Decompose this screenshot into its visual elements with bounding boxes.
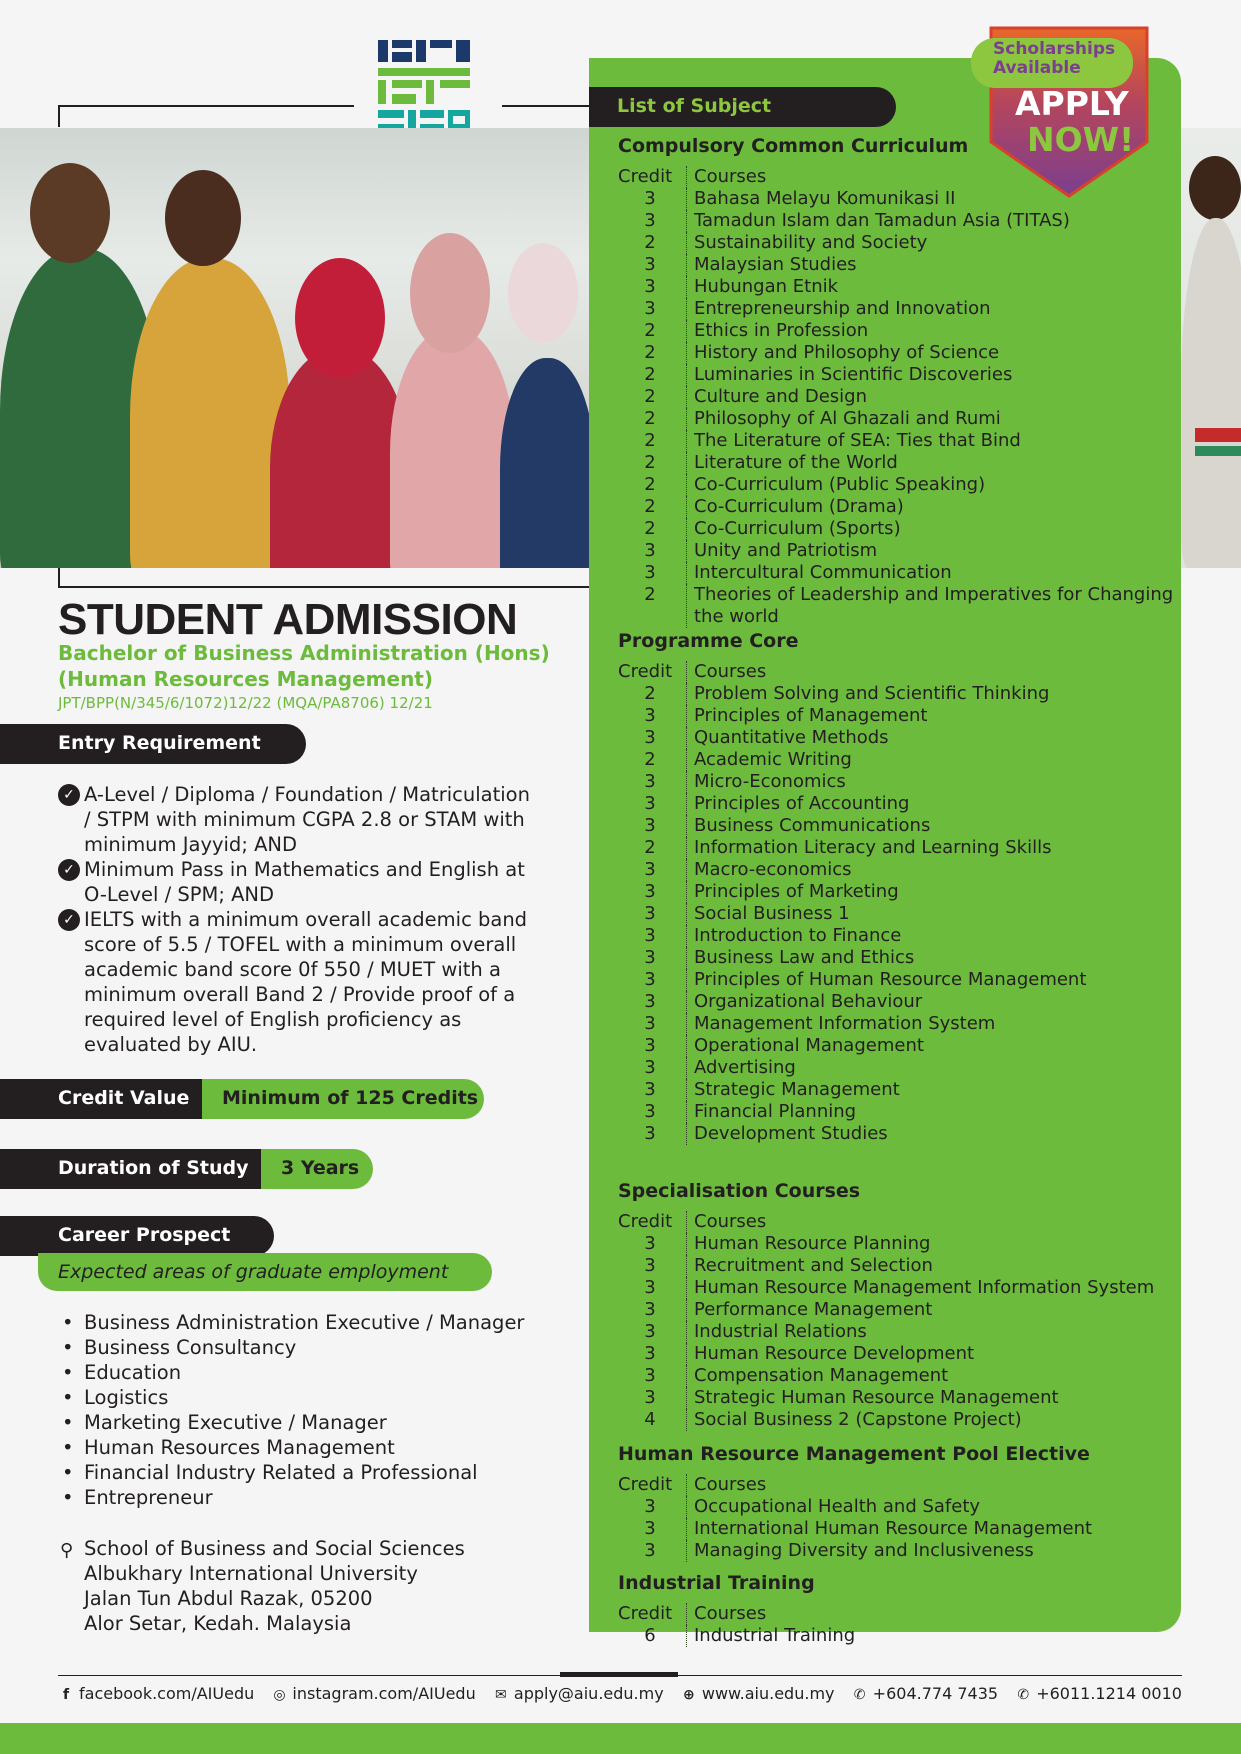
course-cell: Quantitative Methods <box>686 727 1178 749</box>
table-row <box>618 727 1178 749</box>
course-cell: Sustainability and Society <box>686 232 1178 254</box>
list-item: • Entrepreneur <box>62 1485 524 1510</box>
instagram-icon: ◎ <box>273 1687 286 1703</box>
table-row <box>618 771 1178 793</box>
header-rule-left <box>58 105 354 107</box>
table-row <box>618 452 1178 474</box>
credit-cell: 3 <box>644 727 656 748</box>
credit-cell: 3 <box>644 1540 656 1561</box>
credit-cell: 2 <box>644 496 656 517</box>
credit-cell: 3 <box>644 859 656 880</box>
credit-cell: 2 <box>644 342 656 363</box>
course-cell: Managing Diversity and Inclusiveness <box>686 1540 1178 1562</box>
credit-cell: 3 <box>644 815 656 836</box>
course-cell: Principles of Accounting <box>686 793 1178 815</box>
table-row <box>618 276 1178 298</box>
course-cell: Social Business 1 <box>686 903 1178 925</box>
subject-table <box>618 1474 1178 1562</box>
course-cell: Industrial Training <box>686 1625 1178 1647</box>
course-cell: Culture and Design <box>686 386 1178 408</box>
credit-cell: 6 <box>644 1625 656 1646</box>
table-row <box>618 1321 1178 1343</box>
credit-cell: 3 <box>644 1518 656 1539</box>
course-cell: Luminaries in Scientific Discoveries <box>686 364 1178 386</box>
course-cell: Management Information System <box>686 1013 1178 1035</box>
course-cell: Advertising <box>686 1057 1178 1079</box>
course-cell: Co-Curriculum (Public Speaking) <box>686 474 1178 496</box>
course-cell: Compensation Management <box>686 1365 1178 1387</box>
credit-cell: 3 <box>644 1255 656 1276</box>
credit-cell: 3 <box>644 881 656 902</box>
credit-cell: 2 <box>644 364 656 385</box>
table-row <box>618 1013 1178 1035</box>
subject-section-title: Industrial Training <box>618 1572 815 1594</box>
credit-cell: 2 <box>644 584 656 605</box>
course-cell: Human Resource Development <box>686 1343 1178 1365</box>
credit-cell: 3 <box>644 1013 656 1034</box>
requirement-item: ✓ IELTS with a minimum overall academic band score of 5.5 / TOFEL with a minimum overall academic band score 0f 550 / MUET with a minimum overall Band 2 / Provide proof of a required level of English proficiency as evaluated by AIU. <box>58 907 538 1057</box>
email-link[interactable]: ✉ apply@aiu.edu.my <box>493 1684 664 1703</box>
course-cell: Development Studies <box>686 1123 1178 1145</box>
list-item: • Financial Industry Related a Professional <box>62 1460 524 1485</box>
photo-bottom-rule <box>58 586 590 588</box>
career-prospect-tab: Career Prospect <box>0 1216 274 1256</box>
table-row <box>618 540 1178 562</box>
credit-cell: 3 <box>644 562 656 583</box>
photo-bottom-tick <box>58 568 60 588</box>
website-link[interactable]: ⊕ www.aiu.edu.my <box>681 1684 835 1703</box>
duration-tab: Duration of Study <box>0 1149 290 1189</box>
entry-requirement-tab: Entry Requirement <box>0 724 306 764</box>
table-row <box>618 1233 1178 1255</box>
credit-cell: 3 <box>644 1277 656 1298</box>
credit-cell: 2 <box>644 408 656 429</box>
course-cell: The Literature of SEA: Ties that Bind <box>686 430 1178 452</box>
credit-cell: 3 <box>644 771 656 792</box>
subject-table <box>618 661 1178 1145</box>
course-cell: Organizational Behaviour <box>686 991 1178 1013</box>
instagram-link[interactable]: ◎ instagram.com/AIUedu <box>273 1684 476 1703</box>
table-row <box>618 298 1178 320</box>
credit-cell: 3 <box>644 991 656 1012</box>
credit-cell: 3 <box>644 947 656 968</box>
career-list <box>62 1310 524 1510</box>
facebook-icon: f <box>62 1687 70 1703</box>
credit-cell: 3 <box>644 1123 656 1144</box>
table-row <box>618 705 1178 727</box>
subject-section-title: Specialisation Courses <box>618 1180 861 1202</box>
credit-cell: 3 <box>644 705 656 726</box>
courses-header: Courses <box>686 1603 1178 1625</box>
course-cell: Co-Curriculum (Drama) <box>686 496 1178 518</box>
table-row <box>618 518 1178 540</box>
list-item: • Human Resources Management <box>62 1435 524 1460</box>
table-row <box>618 837 1178 859</box>
course-cell: Principles of Management <box>686 705 1178 727</box>
requirement-item: ✓ Minimum Pass in Mathematics and English at O-Level / SPM; AND <box>58 857 538 907</box>
course-cell: History and Philosophy of Science <box>686 342 1178 364</box>
table-row <box>618 815 1178 837</box>
location-pin-icon: ⚲ <box>60 1540 74 1561</box>
subject-table <box>618 1211 1178 1431</box>
subject-table <box>618 1603 1178 1647</box>
subject-section-title: Programme Core <box>618 630 799 652</box>
table-row <box>618 1079 1178 1101</box>
course-cell: Performance Management <box>686 1299 1178 1321</box>
credit-cell: 2 <box>644 474 656 495</box>
course-cell: Philosophy of Al Ghazali and Rumi <box>686 408 1178 430</box>
course-cell: Human Resource Planning <box>686 1233 1178 1255</box>
table-row <box>618 1409 1178 1431</box>
course-cell: Ethics in Profession <box>686 320 1178 342</box>
table-row <box>618 1496 1178 1518</box>
course-cell: Intercultural Communication <box>686 562 1178 584</box>
table-row <box>618 947 1178 969</box>
credit-cell: 3 <box>644 1387 656 1408</box>
table-row <box>618 232 1178 254</box>
credit-cell: 3 <box>644 298 656 319</box>
check-circle-icon: ✓ <box>58 859 80 881</box>
table-header <box>618 1603 1178 1625</box>
credit-cell: 3 <box>644 903 656 924</box>
credit-cell: 3 <box>644 1035 656 1056</box>
list-item: • Logistics <box>62 1385 524 1410</box>
page-title: STUDENT ADMISSION <box>58 595 518 644</box>
table-row <box>618 1035 1178 1057</box>
expected-employment-pill: Expected areas of graduate employment <box>38 1253 492 1291</box>
whatsapp-link[interactable]: ✆ +6011.1214 0010 <box>1015 1684 1182 1703</box>
credit-cell: 2 <box>644 430 656 451</box>
credit-cell: 2 <box>644 386 656 407</box>
table-header <box>618 1474 1178 1496</box>
table-row <box>618 793 1178 815</box>
check-circle-icon: ✓ <box>58 784 80 806</box>
course-cell: Micro-Economics <box>686 771 1178 793</box>
credit-cell: 3 <box>644 188 656 209</box>
course-cell: International Human Resource Management <box>686 1518 1178 1540</box>
course-cell: Operational Management <box>686 1035 1178 1057</box>
subject-table <box>618 166 1178 628</box>
table-row <box>618 1343 1178 1365</box>
credit-cell: 3 <box>644 1365 656 1386</box>
course-cell: Strategic Management <box>686 1079 1178 1101</box>
phone-link[interactable]: ✆ +604.774 7435 <box>852 1684 998 1703</box>
credit-cell: 3 <box>644 1233 656 1254</box>
list-of-subject-tab: List of Subject <box>589 87 896 127</box>
credit-cell: 3 <box>644 969 656 990</box>
course-cell: Introduction to Finance <box>686 925 1178 947</box>
subject-section-title: Human Resource Management Pool Elective <box>618 1443 1090 1465</box>
table-header <box>618 661 1178 683</box>
facebook-link[interactable]: f facebook.com/AIUedu <box>58 1684 254 1703</box>
course-cell: Business Law and Ethics <box>686 947 1178 969</box>
table-row <box>618 1123 1178 1145</box>
table-row <box>618 881 1178 903</box>
table-row <box>618 969 1178 991</box>
header-rule-right <box>502 105 590 107</box>
courses-header: Courses <box>686 166 1178 188</box>
programme-name: Bachelor of Business Administration (Hons) (Human Resources Management) <box>58 641 550 691</box>
apply-now-badge[interactable] <box>985 22 1153 200</box>
table-row <box>618 903 1178 925</box>
course-cell: Macro-economics <box>686 859 1178 881</box>
course-cell: Theories of Leadership and Imperatives for Changing the world <box>686 584 1178 628</box>
course-cell: Recruitment and Selection <box>686 1255 1178 1277</box>
course-cell: Industrial Relations <box>686 1321 1178 1343</box>
course-cell: Principles of Human Resource Management <box>686 969 1178 991</box>
list-item: • Business Administration Executive / Manager <box>62 1310 524 1335</box>
footer-contacts <box>58 1684 1182 1703</box>
credit-cell: 3 <box>644 925 656 946</box>
table-row <box>618 320 1178 342</box>
phone-icon: ✆ <box>853 1687 866 1703</box>
list-item: • Business Consultancy <box>62 1335 524 1360</box>
table-row <box>618 991 1178 1013</box>
credit-header: Credit <box>618 661 673 682</box>
list-item: • Marketing Executive / Manager <box>62 1410 524 1435</box>
requirement-item: ✓ A-Level / Diploma / Foundation / Matriculation / STPM with minimum CGPA 2.8 or STAM with minimum Jayyid; AND <box>58 782 538 857</box>
credit-cell: 2 <box>644 837 656 858</box>
course-cell: Occupational Health and Safety <box>686 1496 1178 1518</box>
table-row <box>618 342 1178 364</box>
courses-header: Courses <box>686 1211 1178 1233</box>
badge-now: NOW! <box>1027 120 1135 159</box>
table-row <box>618 683 1178 705</box>
footer-rule-accent <box>560 1672 678 1677</box>
credit-cell: 3 <box>644 793 656 814</box>
table-row <box>618 1387 1178 1409</box>
duration-pill: 3 Years <box>261 1149 373 1189</box>
credit-header: Credit <box>618 1211 673 1232</box>
credit-cell: 2 <box>644 683 656 704</box>
credit-cell: 2 <box>644 320 656 341</box>
course-cell: Academic Writing <box>686 749 1178 771</box>
courses-header: Courses <box>686 1474 1178 1496</box>
table-row <box>618 562 1178 584</box>
whatsapp-icon: ✆ <box>1017 1687 1030 1703</box>
course-cell: Human Resource Management Information System <box>686 1277 1178 1299</box>
course-cell: Unity and Patriotism <box>686 540 1178 562</box>
course-cell: Social Business 2 (Capstone Project) <box>686 1409 1178 1431</box>
credit-cell: 3 <box>644 1496 656 1517</box>
header-rule-left-tick <box>58 105 60 127</box>
table-row <box>618 254 1178 276</box>
course-cell: Literature of the World <box>686 452 1178 474</box>
table-row <box>618 1277 1178 1299</box>
credit-cell: 3 <box>644 254 656 275</box>
students-photo <box>0 128 590 568</box>
credit-cell: 3 <box>644 276 656 297</box>
credit-cell: 3 <box>644 1343 656 1364</box>
credit-value-pill: Minimum of 125 Credits <box>202 1079 484 1119</box>
credit-header: Credit <box>618 1474 673 1495</box>
credit-value-tab: Credit Value <box>0 1079 240 1119</box>
accreditation-code: JPT/BPP(N/345/6/1072)12/22 (MQA/PA8706) 12/21 <box>58 694 433 712</box>
badge-apply: APPLY <box>1015 84 1129 123</box>
credit-cell: 3 <box>644 1101 656 1122</box>
table-row <box>618 584 1178 628</box>
credit-cell: 3 <box>644 540 656 561</box>
table-row <box>618 1101 1178 1123</box>
credit-cell: 3 <box>644 1057 656 1078</box>
courses-header: Courses <box>686 661 1178 683</box>
credit-header: Credit <box>618 166 673 187</box>
student-photo-right <box>1181 128 1241 568</box>
credit-cell: 3 <box>644 1321 656 1342</box>
table-row <box>618 749 1178 771</box>
course-cell: Malaysian Studies <box>686 254 1178 276</box>
table-row <box>618 1057 1178 1079</box>
course-cell: Principles of Marketing <box>686 881 1178 903</box>
course-cell: Strategic Human Resource Management <box>686 1387 1178 1409</box>
mail-icon: ✉ <box>495 1687 507 1703</box>
credit-cell: 2 <box>644 452 656 473</box>
course-cell: Problem Solving and Scientific Thinking <box>686 683 1178 705</box>
table-row <box>618 210 1178 232</box>
course-cell: Bahasa Melayu Komunikasi II <box>686 188 1178 210</box>
table-row <box>618 1518 1178 1540</box>
table-row <box>618 364 1178 386</box>
credit-cell: 2 <box>644 749 656 770</box>
table-row <box>618 859 1178 881</box>
credit-header: Credit <box>618 1603 673 1624</box>
table-row <box>618 1365 1178 1387</box>
course-cell: Entrepreneurship and Innovation <box>686 298 1178 320</box>
table-row <box>618 1540 1178 1562</box>
bottom-bar <box>0 1723 1241 1754</box>
course-cell: Information Literacy and Learning Skills <box>686 837 1178 859</box>
badge-scholarships: Scholarships Available <box>993 39 1116 78</box>
table-row <box>618 386 1178 408</box>
course-cell: Business Communications <box>686 815 1178 837</box>
credit-cell: 2 <box>644 232 656 253</box>
credit-cell: 3 <box>644 1079 656 1100</box>
credit-cell: 2 <box>644 518 656 539</box>
table-row <box>618 1299 1178 1321</box>
credit-cell: 4 <box>644 1409 656 1430</box>
table-row <box>618 408 1178 430</box>
subject-section-title: Compulsory Common Curriculum <box>618 135 969 157</box>
credit-cell: 3 <box>644 210 656 231</box>
table-row <box>618 1625 1178 1647</box>
address-block: ⚲ School of Business and Social Sciences Albukhary International University Jalan Tun Abdul Razak, 05200 Alor Setar, Kedah. Malaysia <box>60 1537 465 1635</box>
table-row <box>618 430 1178 452</box>
course-cell: Co-Curriculum (Sports) <box>686 518 1178 540</box>
table-row <box>618 474 1178 496</box>
globe-icon: ⊕ <box>682 1687 695 1703</box>
list-item: • Education <box>62 1360 524 1385</box>
table-header <box>618 1211 1178 1233</box>
table-row <box>618 1255 1178 1277</box>
entry-requirements-list <box>58 782 538 1057</box>
course-cell: Tamadun Islam dan Tamadun Asia (TITAS) <box>686 210 1178 232</box>
table-row <box>618 496 1178 518</box>
table-row <box>618 925 1178 947</box>
credit-cell: 3 <box>644 1299 656 1320</box>
course-cell: Financial Planning <box>686 1101 1178 1123</box>
course-cell: Hubungan Etnik <box>686 276 1178 298</box>
check-circle-icon: ✓ <box>58 909 80 931</box>
